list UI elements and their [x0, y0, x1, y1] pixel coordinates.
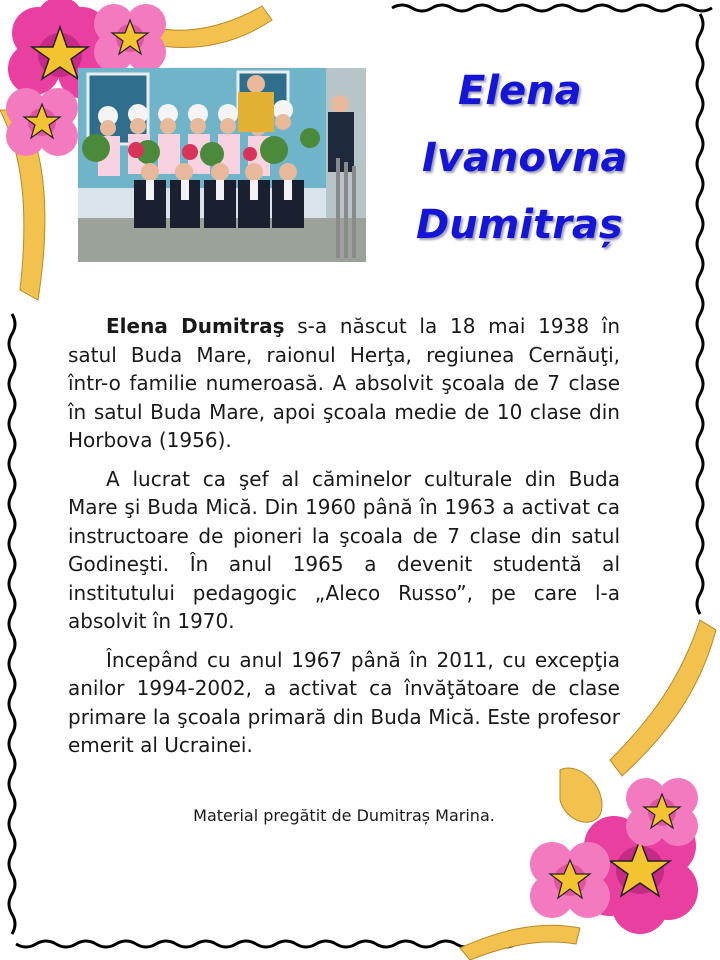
person-name: Elena Dumitraş — [106, 314, 285, 338]
title-line-patronymic: Ivanovna — [422, 135, 628, 181]
paragraph-birth-text: s-a născut la 18 mai 1938 în satul Buda Mare, raionul Herţa, regiunea Cernăuţi, într-o familie numeroasă. A absolvit şcoala de 7 clase în satul Buda Mare, apoi şcoala medie de 10 clase din Horbova (1956). — [68, 314, 621, 452]
bottom-right-flowers — [530, 778, 698, 934]
page-title — [400, 58, 700, 259]
paragraph-birth — [68, 312, 620, 455]
title-line-surname: Dumitraș — [416, 202, 623, 248]
paragraph-teaching: Începând cu anul 1967 până în 2011, cu excepţia anilor 1994-2002, a activat ca învăţătoare de clase primare la şcoala primară din Buda Mică. Este profesor emerit al Ucrainei. — [68, 647, 620, 757]
class-photo — [78, 68, 366, 262]
biography-text — [68, 312, 620, 770]
paragraph-career: A lucrat ca şef al căminelor culturale din Buda Mare şi Buda Mică. Din 1960 până în 1963 a activat ca instructoare de pioneri la şcoala de 7 clase din satul Godineşti. În anul 1965 a devenit studentă al institutului pedagogic „Aleco Russo”, pe care l-a absolvit în 1970. — [68, 466, 620, 633]
credit-line: Material pregătit de Dumitraș Marina. — [193, 806, 495, 825]
title-line-first-name: Elena — [458, 68, 582, 114]
